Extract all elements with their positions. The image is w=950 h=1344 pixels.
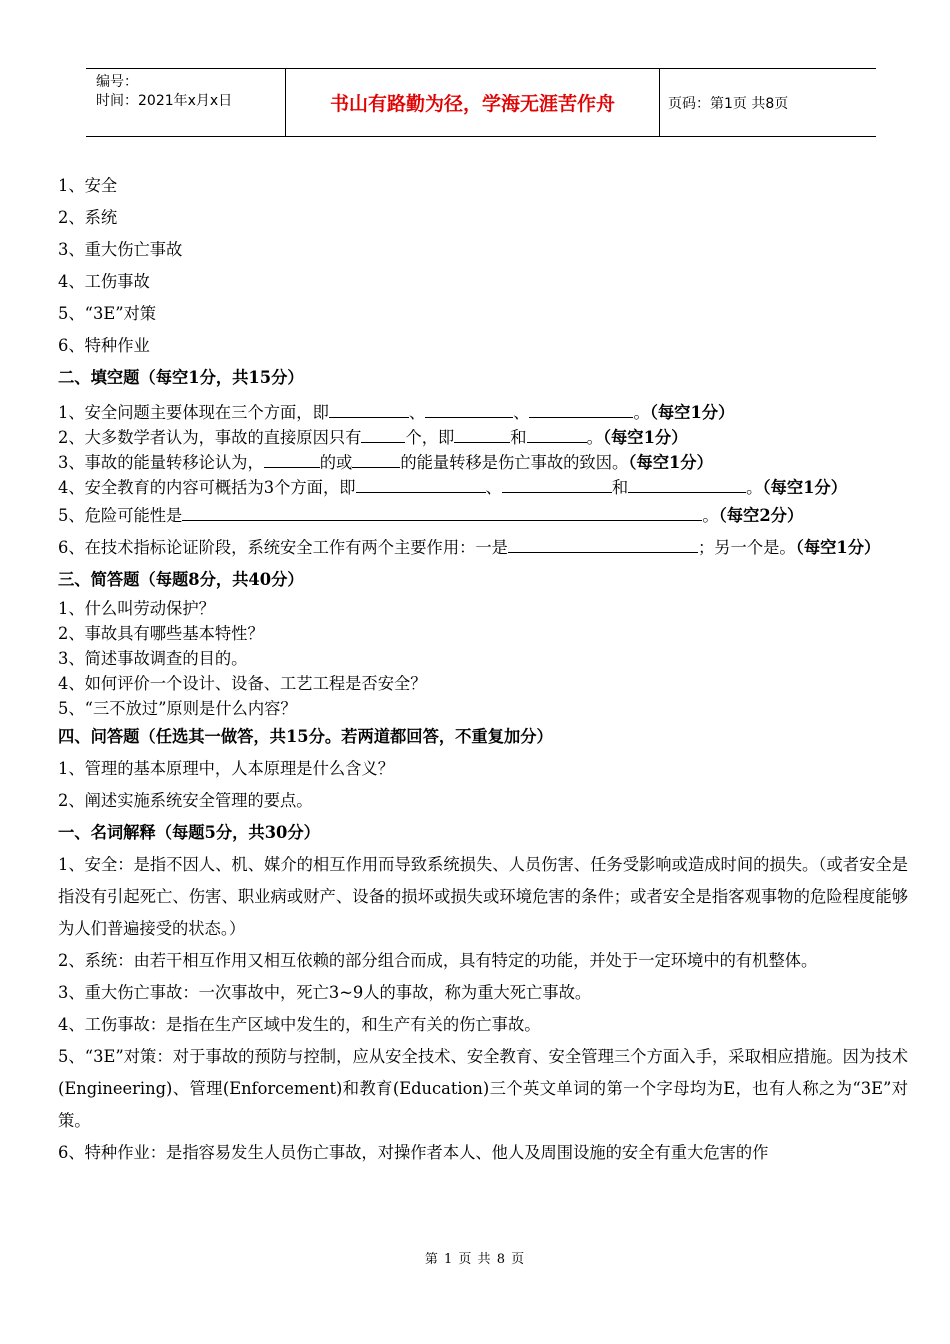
term-item: 4、工伤事故 (58, 272, 150, 291)
answer-special-operation: 6、特种作业：是指容易发生人员伤亡事故，对操作者本人、他人及周围设施的安全有重大危害的作 (58, 1143, 769, 1162)
doc-time: 时间：2021年x月x日 (96, 93, 233, 109)
answer-blank[interactable] (527, 426, 587, 443)
page-header (86, 68, 876, 137)
answer-blank[interactable] (264, 451, 320, 468)
short-question: 2、事故具有哪些基本特性？ (58, 624, 264, 643)
document-body (58, 170, 908, 1169)
page-footer: 第 1 页 共 8 页 (424, 1252, 526, 1267)
term-item: 3、重大伤亡事故 (58, 240, 183, 259)
short-question: 3、简述事故调查的目的。 (58, 649, 248, 668)
answer-work-injury: 4、工伤事故：是指在生产区域中发生的，和生产有关的伤亡事故。 (58, 1015, 541, 1034)
short-answer-list (58, 596, 908, 721)
section-title-answers: 一、名词解释（每题5分，共30分） (58, 823, 320, 842)
short-question: 4、如何评价一个设计、设备、工艺工程是否安全？ (58, 674, 427, 693)
answer-blank[interactable] (329, 401, 409, 418)
answer-system: 2、系统：由若干相互作用又相互依赖的部分组合而成，具有特定的功能，并处于一定环境中的有机整体。 (58, 951, 818, 970)
fill-question-1: 1、安全问题主要体现在三个方面，即 、 、 。（每空1分） (58, 403, 735, 422)
answer-blank[interactable] (361, 426, 405, 443)
answer-blank[interactable] (182, 504, 702, 521)
term-item: 5、“3E”对策 (58, 304, 157, 323)
answer-blank[interactable] (628, 476, 746, 493)
header-meta (86, 69, 286, 136)
fill-question-2: 2、大多数学者认为，事故的直接原因只有 个，即 和 。（每空1分） (58, 428, 688, 447)
header-motto: 书山有路勤为径，学海无涯苦作舟 (286, 69, 660, 136)
answer-3e: 5、“3E”对策：对于事故的预防与控制，应从安全技术、安全教育、安全管理三个方面入手，采取相应措施。因为技术(Engineering)、管理(Enforcement)和教育(Education)三个英文单词的第一个字母均为E，也有人称之为“3E”对策。 (58, 1047, 908, 1130)
term-list (58, 170, 908, 362)
doc-code: 编号： (96, 74, 138, 90)
term-item: 1、安全 (58, 176, 118, 195)
fill-question-5: 5、危险可能性是 。（每空2分） (58, 506, 804, 525)
fill-question-3: 3、事故的能量转移论认为， 的或 的能量转移是伤亡事故的致因。（每空1分） (58, 453, 713, 472)
fill-question-6: 6、在技术指标论证阶段，系统安全工作有两个主要作用：一是 ；另一个是。（每空1分） (58, 538, 881, 557)
answer-blank[interactable] (529, 401, 633, 418)
essay-question: 2、阐述实施系统安全管理的要点。 (58, 791, 313, 810)
answer-blank[interactable] (502, 476, 612, 493)
answer-blank[interactable] (454, 426, 510, 443)
short-question: 5、“三不放过”原则是什么内容？ (58, 699, 297, 718)
section-title-short-answer: 三、简答题（每题8分，共40分） (58, 570, 304, 589)
answer-major-accident: 3、重大伤亡事故：一次事故中，死亡3~9人的事故，称为重大死亡事故。 (58, 983, 592, 1002)
answer-blank[interactable] (508, 536, 698, 553)
term-item: 6、特种作业 (58, 336, 150, 355)
fill-question-4: 4、安全教育的内容可概括为3个方面，即 、 和 。（每空1分） (58, 478, 847, 497)
answer-safety: 1、安全：是指不因人、机、媒介的相互作用而导致系统损失、人员伤害、任务受影响或造成时间的损失。（或者安全是指没有引起死亡、伤害、职业病或财产、设备的损坏或损失或环境危害的条件；或者安全是指客观事物的危险程度能够为人们普遍接受的状态。） (58, 855, 908, 938)
section-title-essay: 四、问答题（任选其一做答，共15分。若两道都回答，不重复加分） (58, 727, 553, 746)
section-title-fill-blank: 二、填空题（每空1分，共15分） (58, 368, 304, 387)
answer-blank[interactable] (425, 401, 513, 418)
essay-question: 1、管理的基本原理中，人本原理是什么含义？ (58, 759, 394, 778)
header-page-number: 页码：第1页 共8页 (668, 95, 789, 112)
term-item: 2、系统 (58, 208, 118, 227)
answer-blank[interactable] (356, 476, 486, 493)
answer-blank[interactable] (352, 451, 400, 468)
short-question: 1、什么叫劳动保护？ (58, 599, 215, 618)
